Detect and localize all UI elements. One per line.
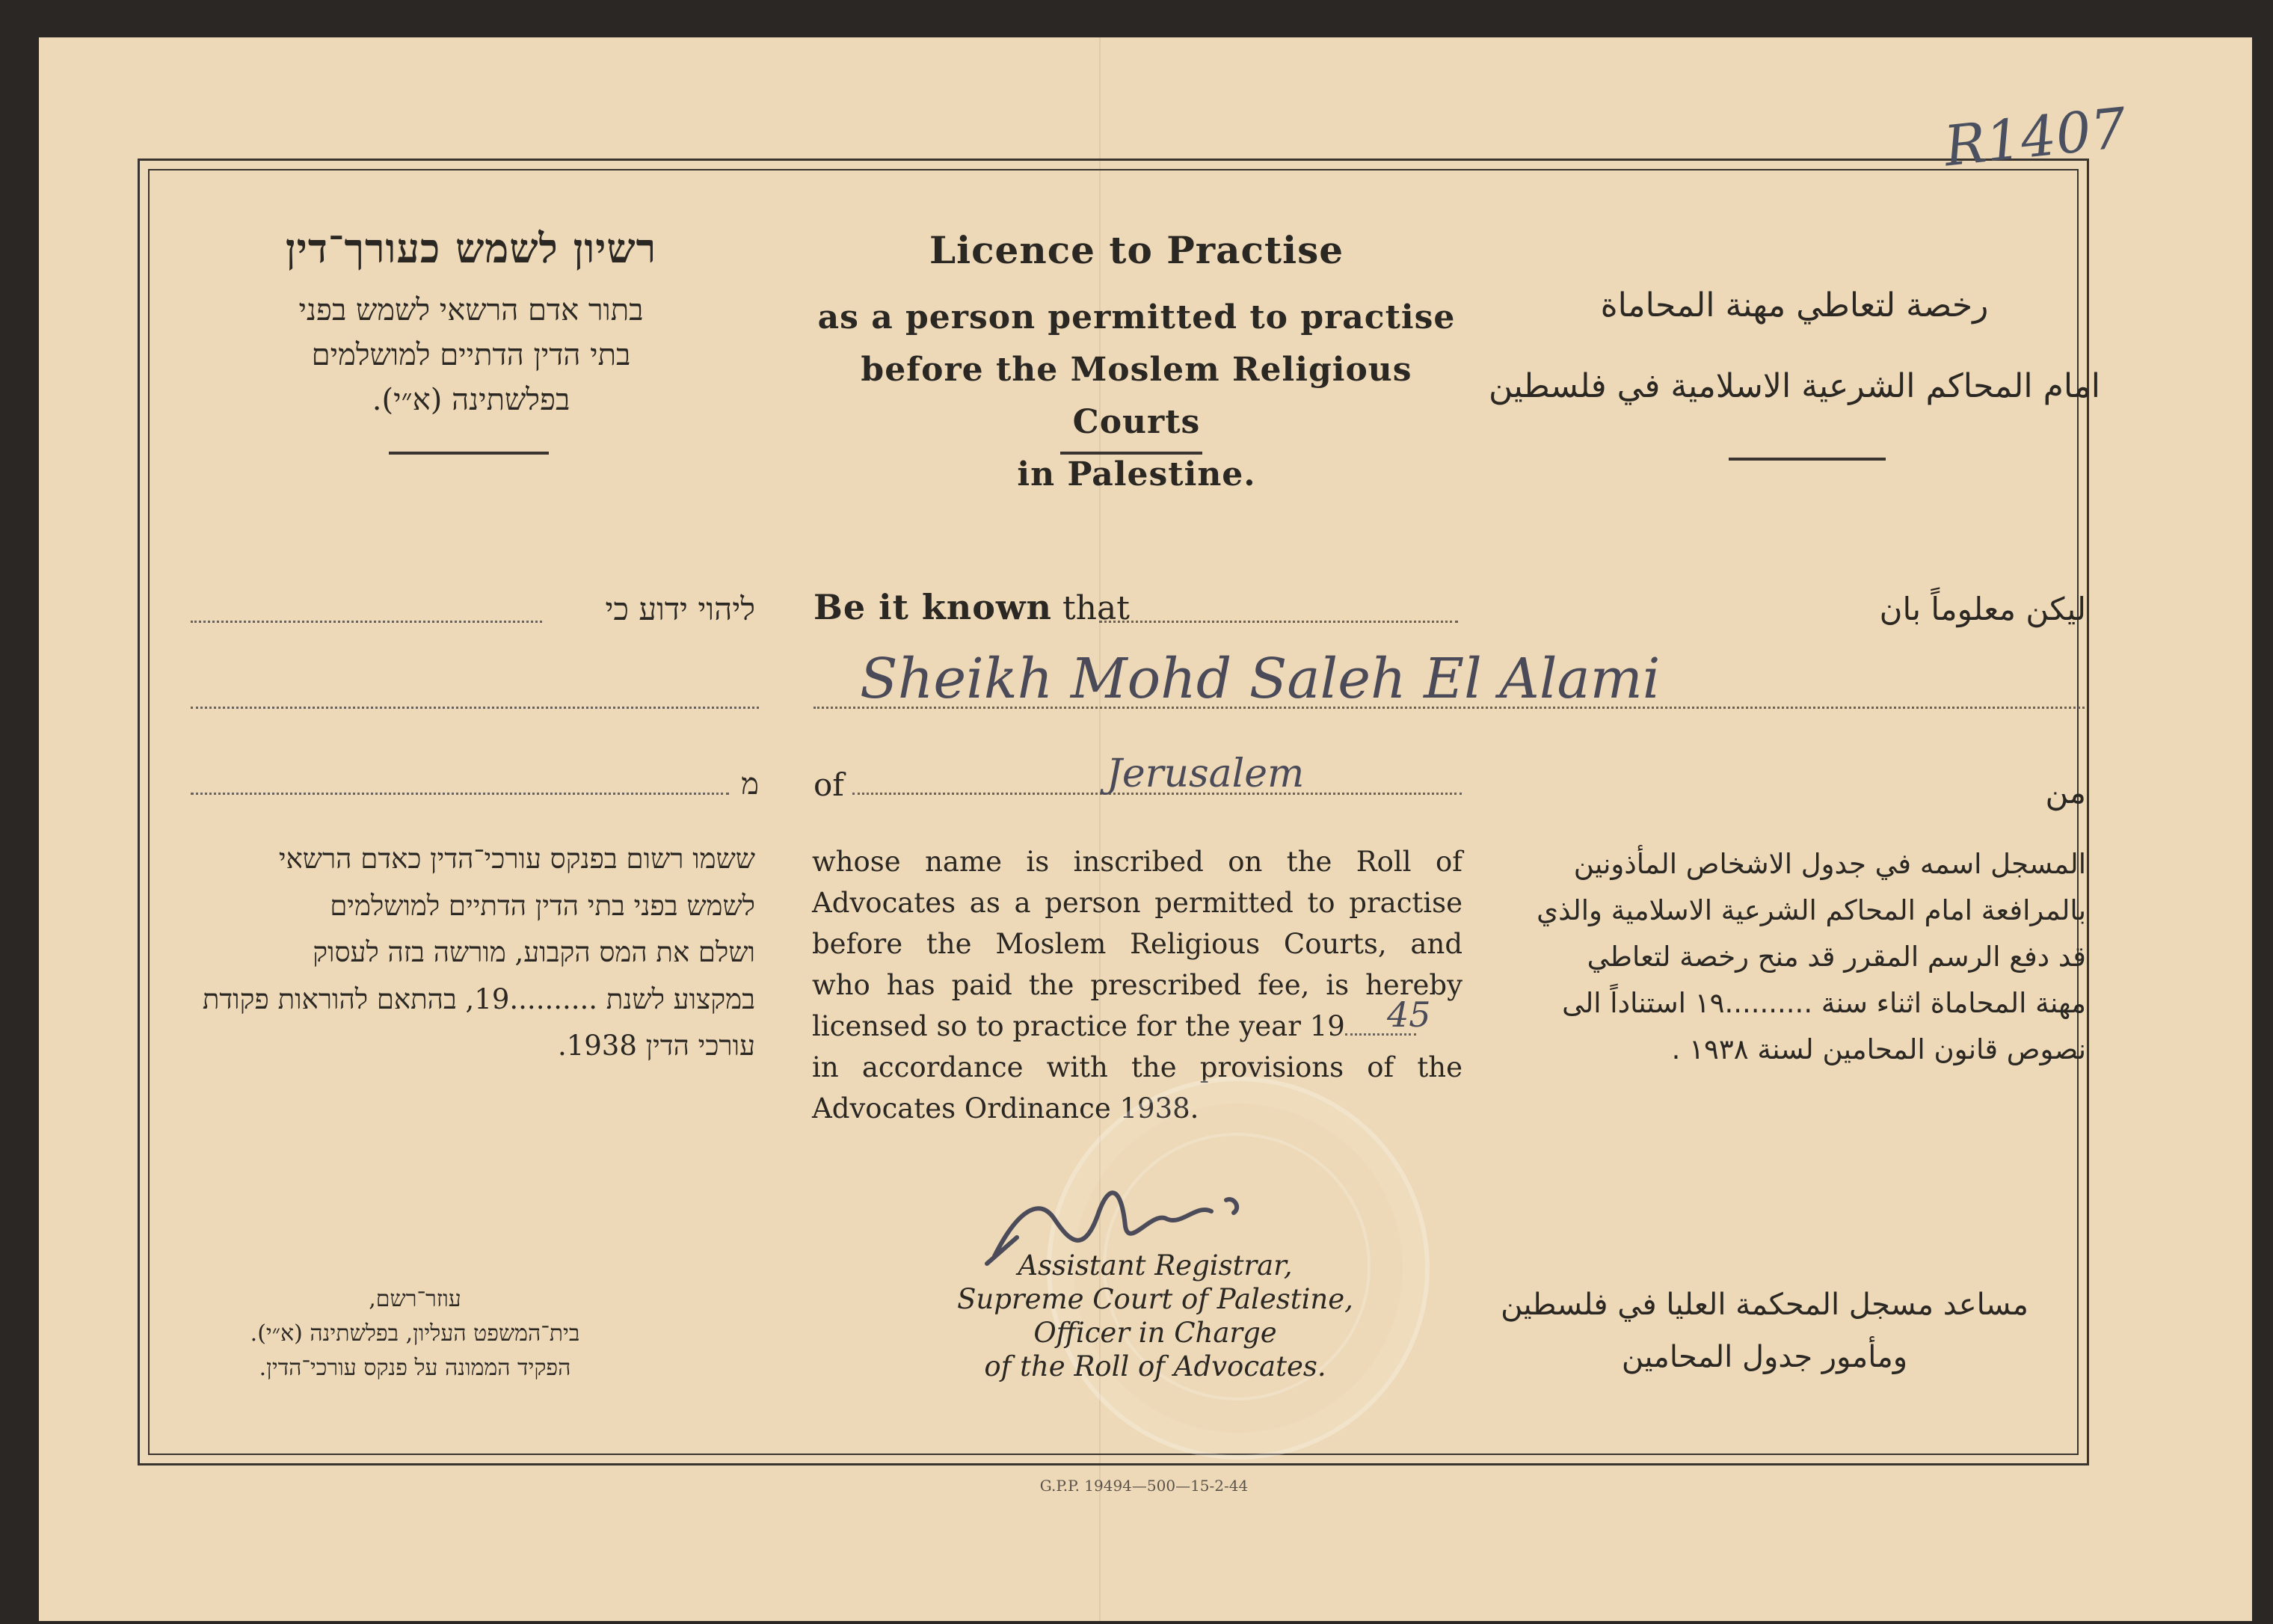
arabic-body-line: نصوص قانون المحامين لسنة ١٩٣٨ . (1671, 1033, 2086, 1065)
english-body-line: who has paid the prescribed fee, is hereby (812, 969, 1462, 1001)
hebrew-of-dotline (191, 793, 729, 795)
hebrew-signature-line: עוזר־רשם, (369, 1286, 461, 1312)
english-signature-line: of the Roll of Advocates. (984, 1350, 1326, 1382)
english-signature-line: Officer in Charge (1033, 1317, 1277, 1349)
hebrew-body-line: עורכי הדין 1938. (557, 1030, 755, 1062)
hebrew-subtitle-line: בפלשתינה (א״י). (372, 383, 570, 417)
be-it-known-label: Be it known (813, 587, 1052, 627)
english-body-line: before the Moslem Religious Courts, and (812, 928, 1462, 960)
english-body-line (812, 1006, 1462, 1047)
place-name: Jerusalem (1107, 751, 1305, 796)
hebrew-signature-block (194, 1282, 636, 1385)
hebrew-from: מ (741, 767, 759, 802)
english-body-line: whose name is inscribed on the Roll of (812, 846, 1462, 878)
licence-year: 45 (1387, 994, 1431, 1035)
arabic-signature-line: مساعد مسجل المحكمة العليا في فلسطين (1501, 1288, 2029, 1322)
hebrew-subtitle-line: בתי הדין הדתיים למושלמים (311, 338, 631, 372)
arabic-title-line: امام المحاكم الشرعية الاسلامية في فلسطين (1488, 367, 2101, 405)
english-signature-line: Supreme Court of Palestine, (957, 1283, 1353, 1315)
hebrew-body-line: לשמש בפני בתי הדין הדתיים למושלמים (330, 889, 755, 922)
hebrew-body-line: ושלם את המס הקבוע, מורשה בזה לעסוק (313, 936, 755, 968)
arabic-from: من (2045, 774, 2086, 811)
english-subtitle-line: before the Moslem Religious Courts (861, 351, 1412, 441)
archive-reference: R1407 (1941, 96, 2129, 179)
english-title: Licence to Practise (929, 228, 1344, 272)
arabic-signature-line: ومأمور جدول المحامين (1621, 1340, 1908, 1374)
english-known-dotline (1099, 621, 1458, 623)
hebrew-header-rule (389, 452, 549, 455)
hebrew-known-dotline (191, 621, 542, 623)
arabic-body (1510, 841, 2086, 1073)
english-signature-block (912, 1249, 1398, 1383)
hebrew-body-line: במקצוע לשנת ..........19, בהתאם להוראות פקודת (202, 982, 755, 1015)
hebrew-be-it-known: ליהוי ידוע כי (605, 591, 755, 627)
arabic-header-rule (1729, 458, 1886, 461)
arabic-signature-block (1488, 1279, 2041, 1383)
hebrew-body (168, 836, 755, 1070)
hebrew-subtitle (187, 288, 755, 422)
english-body-line: in accordance with the provisions of the (812, 1051, 1462, 1083)
english-body-line: Advocates Ordinance 1938. (812, 1092, 1199, 1125)
hebrew-title: רשיון לשמש כעורך־דין (285, 224, 657, 272)
arabic-body-line: قد دفع الرسم المقرر قد منح رخصة لتعاطي (1587, 941, 2086, 973)
english-body-line: Advocates as a person permitted to practise (812, 887, 1462, 919)
english-subtitle-line: in Palestine. (1017, 455, 1256, 493)
arabic-body-line: مهنة المحاماة اثناء سنة ..........١٩ استناداً الى (1562, 987, 2086, 1019)
arabic-title (1488, 265, 2101, 427)
arabic-be-it-known: ليكن معلوماً بان (1879, 591, 2086, 627)
printer-mark: G.P.P. 19494—500—15-2-44 (1039, 1477, 1249, 1495)
english-body (812, 841, 1462, 1129)
english-signature-line: Assistant Registrar, (1018, 1249, 1293, 1282)
arabic-body-line: بالمرافعة امام المحاكم الشرعية الاسلامية والذي (1537, 894, 2086, 926)
english-subtitle-line: as a person permitted to practise (817, 298, 1456, 336)
hebrew-signature-line: הפקיד הממונה על פנקס עורכי־הדין. (259, 1355, 571, 1381)
of-label: of (813, 766, 844, 803)
arabic-title-line: رخصة لتعاطي مهنة المحاماة (1600, 286, 1989, 325)
arabic-body-line: المسجل اسمه في جدول الاشخاص المأذونين (1573, 848, 2086, 880)
hebrew-body-line: ששמו רשום בפנקס עורכי־הדין כאדם הרשאי (278, 843, 755, 875)
hebrew-signature-line: בית־המשפט העליון, בפלשתינה (א״י). (250, 1320, 580, 1347)
hebrew-subtitle-line: בתור אדם הרשאי לשמש בפני (298, 293, 644, 327)
english-subtitle (800, 292, 1473, 501)
english-header-rule (1060, 452, 1202, 455)
english-be-it-known-row (813, 587, 1130, 627)
english-year-prefix: licensed so to practice for the year 19 (812, 1010, 1345, 1042)
holder-name: Sheikh Mohd Saleh El Alami (860, 647, 1661, 711)
that-label: that (1062, 589, 1130, 627)
hebrew-name-dotline (191, 707, 759, 709)
